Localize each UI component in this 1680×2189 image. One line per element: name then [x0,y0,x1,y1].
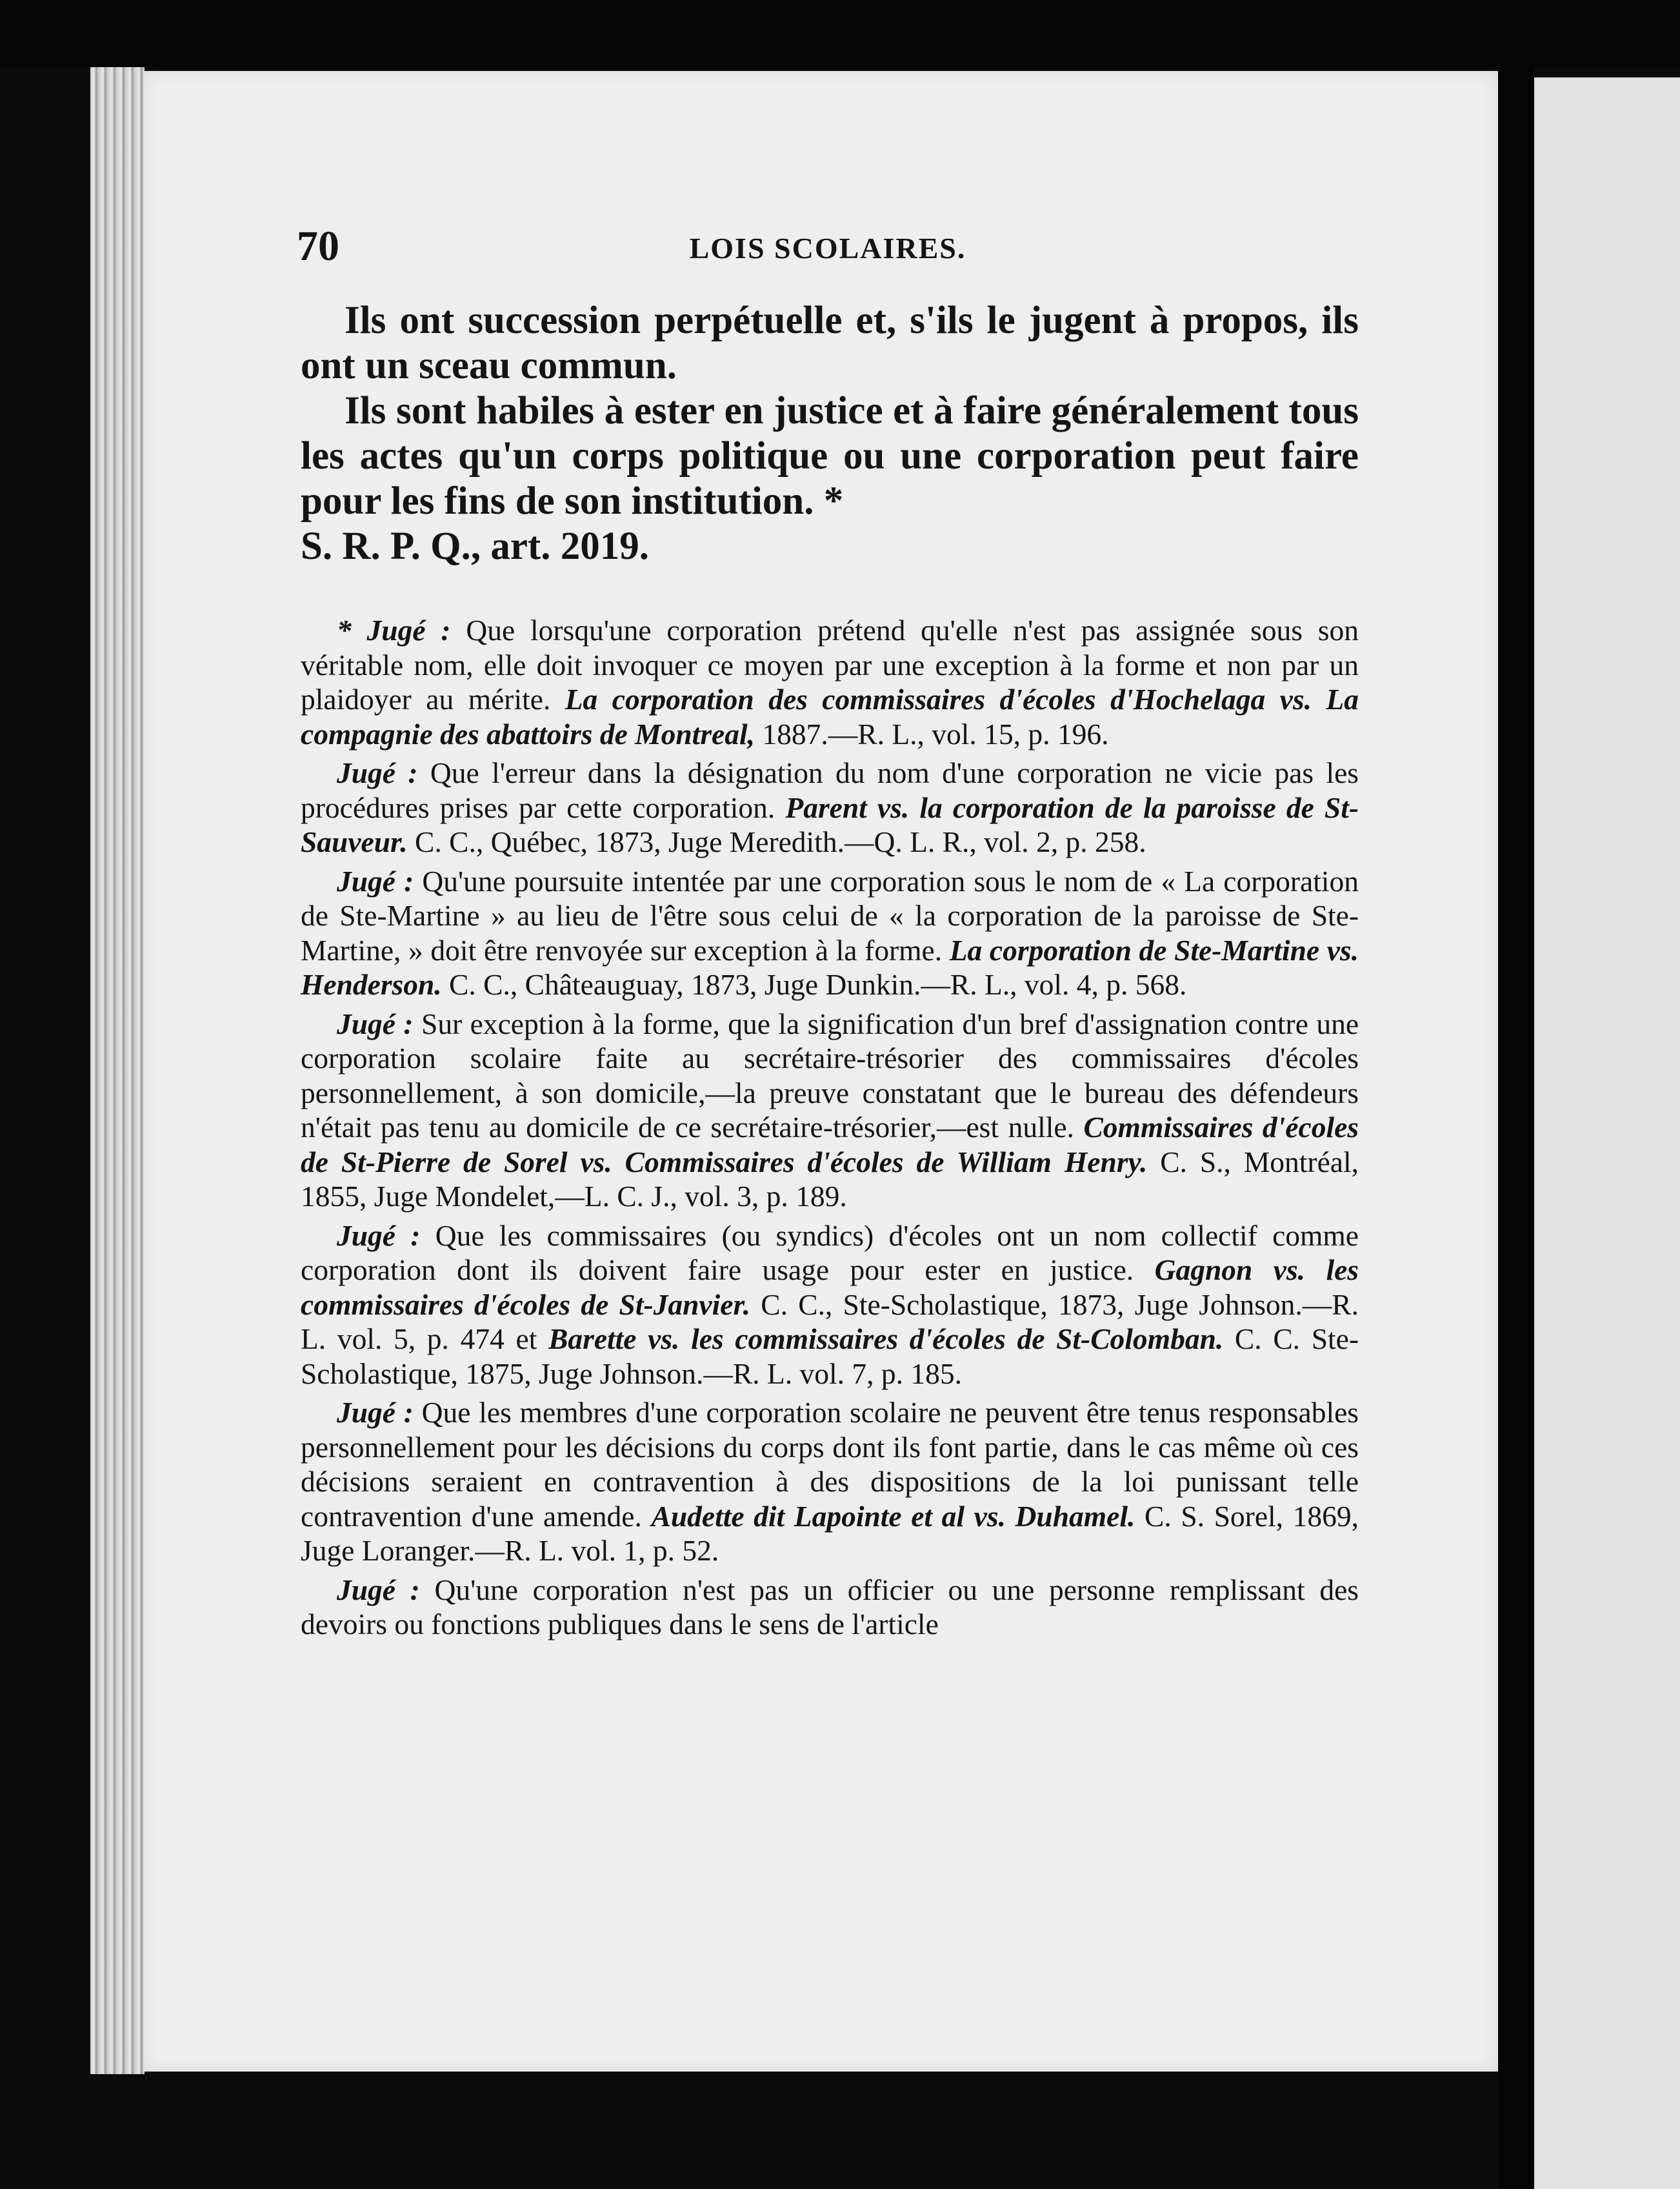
case-citation: C. C., Châteauguay, 1873, Juge Dunkin.—R. L., vol. 4, p. 568. [441,968,1187,1001]
case-name: Gagnon vs. les commissaires d'écoles de St-Janvier. [301,1253,1359,1321]
page-header [297,221,1359,272]
case-name: Audette dit Lapointe et al vs. Duhamel. [651,1499,1135,1533]
paragraph-ester-en-justice [301,388,1359,569]
case-citation: 1887.—R. L., vol. 15, p. 196. [754,717,1109,751]
footnote-4 [301,1007,1359,1214]
note-text: Que l'erreur dans la désignation du nom d'une corporation ne vicie pas les procédures prises par cette corporation. [301,756,1359,824]
note-label: Jugé : [337,1007,414,1040]
note-text: Qu'une poursuite intentée par une corporation sous le nom de « La corporation de Ste-Martine » au lieu de l'être sous celui de « la corporation de la paroisse de Ste-Martine, » doit être renvoyée sur exception à la forme. [301,864,1359,967]
footnote-1 [301,613,1359,751]
book-gutter [1498,67,1534,2189]
facing-page-edge [1534,77,1680,2189]
case-citation: C. S. Sorel, 1869, Juge Loranger.—R. L. vol. 1, p. 52. [301,1499,1359,1567]
statute-citation: S. R. P. Q., art. 2019. [301,525,649,568]
case-citation: C. C., Ste-Scholastique, 1873, Juge Johnson.—R. L. vol. 5, p. 474 et [301,1287,1359,1355]
running-head: LOIS SCOLAIRES. [689,232,966,265]
case-name: Commissaires d'écoles de St-Pierre de Sorel vs. Commissaires d'écoles de William Henry. [301,1111,1359,1178]
note-label: Jugé : [337,1218,421,1252]
note-text: Que les commissaires (ou syndics) d'écoles ont un nom collectif comme corporation dont ils doivent faire usage pour ester en justice. [301,1218,1359,1286]
case-citation-2: C. C. Ste-Scholastique, 1875, Juge Johnson.—R. L. vol. 7, p. 185. [301,1322,1359,1390]
footnote-3 [301,864,1359,1002]
footnote-6 [301,1395,1359,1568]
note-label: Jugé : [337,1573,420,1606]
book-page-edges [90,67,145,2074]
scan-background-top [0,0,1680,67]
paragraph-ester-text: Ils sont habiles à ester en justice et à faire généralement tous les actes qu'un corps politique ou une corporation peut faire pour les fins de son institution. * [301,389,1359,523]
note-text: Sur exception à la forme, que la signification d'un bref d'assignation contre une corporation scolaire faite au secrétaire-trésorier des commissaires d'écoles personnellement, à son domicile,—la preuve constatant que le bureau des défendeurs n'était pas tenu au domicile de ce secrétaire-trésorier,—est nulle. [301,1007,1359,1144]
note-label: Jugé : [337,756,418,789]
case-citation: C. C., Québec, 1873, Juge Meredith.—Q. L. R., vol. 2, p. 258. [407,825,1146,858]
footnotes [301,613,1359,1646]
footnote-5 [301,1218,1359,1391]
case-name: La corporation des commissaires d'écoles d'Hochelaga vs. La compagnie des abattoirs de Montreal, [301,683,1359,751]
paragraph-succession: Ils ont succession perpétuelle et, s'ils le jugent à propos, ils ont un sceau commun. [301,299,1359,387]
case-name-2: Barette vs. les commissaires d'écoles de St-Colomban. [548,1322,1224,1355]
note-text: Que lorsqu'une corporation prétend qu'elle n'est pas assignée sous son véritable nom, elle doit invoquer ce moyen par une exception à la forme et non par un plaidoyer au mérite. [301,614,1359,716]
footnote-7 [301,1573,1359,1642]
footnote-2 [301,756,1359,860]
main-text [301,298,1359,569]
case-citation: C. S., Montréal, 1855, Juge Mondelet,—L. C. J., vol. 3, p. 189. [301,1145,1359,1213]
case-name: Parent vs. la corporation de la paroisse de St-Sauveur. [301,791,1359,858]
note-text: Que les membres d'une corporation scolaire ne peuvent être tenus responsables personnellement pour les décisions du corps dont ils font partie, dans le cas même où ces décisions seraient en contravention à des dispositions de la loi punissant telle contravention d'une amende. [301,1396,1359,1533]
case-name: La corporation de Ste-Martine vs. Henderson. [301,933,1359,1001]
note-text: Qu'une corporation n'est pas un officier ou une personne remplissant des devoirs ou fonctions publiques dans le sens de l'article [301,1573,1359,1640]
page-number: 70 [297,223,339,270]
note-label: Jugé : [337,864,414,898]
note-label: Jugé : [337,1396,414,1429]
note-label: * Jugé : [337,614,451,647]
